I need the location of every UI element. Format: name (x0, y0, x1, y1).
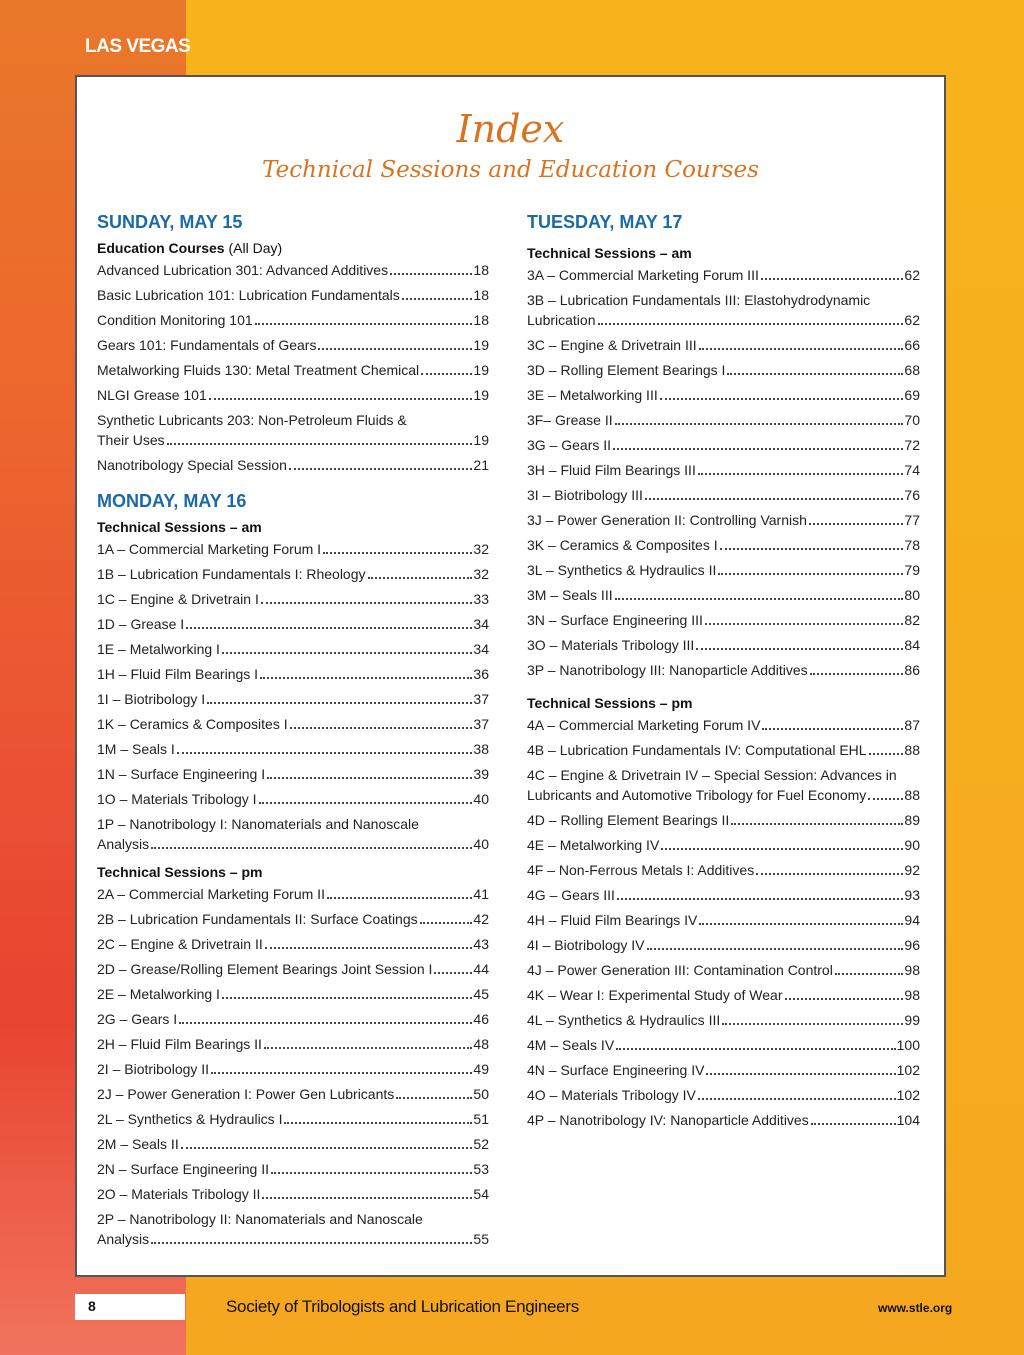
entry-page: 89 (904, 812, 920, 828)
entry-title: 4I – Biotribology IV (527, 937, 645, 953)
entry-page: 102 (896, 1062, 920, 1078)
dot-leader (698, 473, 904, 475)
entry-title: 3K – Ceramics & Composites I (527, 537, 718, 553)
index-entry (527, 560, 920, 580)
index-entry (527, 485, 920, 505)
entry-page: 77 (904, 512, 920, 528)
index-entry (527, 290, 920, 330)
index-entry (527, 585, 920, 605)
entry-title: Condition Monitoring 101 (97, 312, 253, 328)
dot-leader (699, 348, 904, 350)
entry-title: 1A – Commercial Marketing Forum I (97, 541, 322, 557)
entry-title: 1H – Fluid Film Bearings I (97, 666, 259, 682)
index-entry (527, 265, 920, 285)
entry-title: 4H – Fluid Film Bearings IV (527, 912, 698, 928)
entry-title-line1: 2P – Nanotribology II: Nanomaterials and Nanoscale (97, 1211, 423, 1227)
entry-page: 34 (473, 616, 489, 632)
index-entry (97, 360, 489, 380)
section-education-courses (97, 240, 489, 256)
dot-leader (868, 798, 903, 800)
entry-title: 1I – Biotribology I (97, 691, 206, 707)
index-entry (527, 935, 920, 955)
entry-title: 2C – Engine & Drivetrain II (97, 936, 263, 952)
index-entry (527, 1110, 920, 1130)
entry-page: 92 (904, 862, 920, 878)
entry-title-line2-row (97, 430, 489, 450)
dot-leader (207, 702, 472, 704)
entry-title: 2E – Metalworking I (97, 986, 220, 1002)
entry-page: 93 (904, 887, 920, 903)
index-entry (97, 789, 489, 809)
index-entry (97, 714, 489, 734)
entry-page: 37 (473, 716, 489, 732)
dot-leader (699, 923, 903, 925)
entry-title-line2: Analysis (97, 836, 150, 852)
entry-title-line1: 4C – Engine & Drivetrain IV – Special Session: Advances in (527, 767, 897, 783)
index-entry (97, 410, 489, 450)
entry-title: 2J – Power Generation I: Power Gen Lubricants (97, 1086, 395, 1102)
entry-page: 34 (473, 641, 489, 657)
dot-leader (660, 398, 904, 400)
entry-page: 21 (473, 457, 489, 473)
entry-title: NLGI Grease 101 (97, 387, 207, 403)
entry-page: 18 (473, 262, 489, 278)
dot-leader (186, 627, 472, 629)
entry-title: 2I – Biotribology II (97, 1061, 210, 1077)
tuesday-pm-list (527, 715, 920, 1130)
entry-page: 18 (473, 312, 489, 328)
entry-page: 43 (473, 936, 489, 952)
entry-page: 51 (473, 1111, 489, 1127)
right-column (527, 207, 920, 1135)
footer-url: www.stle.org (878, 1301, 953, 1315)
index-entry (97, 814, 489, 854)
dot-leader (167, 443, 473, 445)
index-entry (97, 385, 489, 405)
tuesday-am-list (527, 265, 920, 680)
entry-page: 88 (904, 742, 920, 758)
dot-leader (420, 922, 473, 924)
dot-leader (151, 847, 472, 849)
index-entry (97, 884, 489, 904)
footer-organization: Society of Tribologists and Lubrication Engineers (226, 1297, 579, 1316)
entry-title: 3M – Seals III (527, 587, 613, 603)
index-entry (97, 539, 489, 559)
index-panel (75, 75, 946, 1277)
index-entry (527, 535, 920, 555)
entry-title: 1O – Materials Tribology I (97, 791, 257, 807)
monday-pm-list (97, 884, 489, 1249)
entry-page: 87 (904, 717, 920, 733)
dot-leader (151, 1242, 472, 1244)
dot-leader (810, 673, 904, 675)
entry-page: 32 (473, 566, 489, 582)
dot-leader (262, 1197, 472, 1199)
index-entry (97, 1009, 489, 1029)
index-entry (97, 260, 489, 280)
entry-page: 82 (904, 612, 920, 628)
entry-title: 3L – Synthetics & Hydraulics II (527, 562, 717, 578)
entry-title: 4P – Nanotribology IV: Nanoparticle Additives (527, 1112, 809, 1128)
dot-leader (613, 448, 903, 450)
index-entry (97, 664, 489, 684)
dot-leader (327, 897, 472, 899)
dot-leader (598, 323, 904, 325)
entry-page: 40 (473, 791, 489, 807)
dot-leader (255, 323, 473, 325)
dot-leader (617, 898, 903, 900)
entry-page: 19 (473, 362, 489, 378)
entry-title: Gears 101: Fundamentals of Gears (97, 337, 317, 353)
index-entry (527, 910, 920, 930)
entry-title: 2B – Lubrication Fundamentals II: Surface Coatings (97, 911, 418, 927)
entry-title: 3A – Commercial Marketing Forum III (527, 267, 759, 283)
dot-leader (615, 598, 904, 600)
index-entry (527, 1035, 920, 1055)
dot-leader (259, 802, 473, 804)
index-entry (97, 639, 489, 659)
dot-leader (835, 973, 904, 975)
index-entry (97, 455, 489, 475)
index-entry (527, 960, 920, 980)
sunday-list (97, 260, 489, 475)
dot-leader (811, 1123, 896, 1125)
entry-title: 4E – Metalworking IV (527, 837, 660, 853)
index-entry (527, 510, 920, 530)
entry-title: 4J – Power Generation III: Contamination Control (527, 962, 833, 978)
entry-page: 50 (473, 1086, 489, 1102)
entry-page: 78 (904, 537, 920, 553)
entry-page: 42 (473, 911, 489, 927)
dot-leader (290, 727, 473, 729)
dot-leader (264, 1047, 472, 1049)
dot-leader (762, 728, 903, 730)
entry-page: 52 (473, 1136, 489, 1152)
entry-page: 99 (904, 1012, 920, 1028)
dot-leader (181, 1147, 473, 1149)
index-entry (97, 589, 489, 609)
page-title: Index (456, 107, 565, 151)
index-entry (97, 1059, 489, 1079)
dot-leader (647, 948, 904, 950)
index-entry (527, 635, 920, 655)
dot-leader (785, 998, 904, 1000)
entry-title: 4N – Surface Engineering IV (527, 1062, 705, 1078)
dot-leader (179, 1022, 472, 1024)
entry-title: 4G – Gears III (527, 887, 615, 903)
entry-title-line2-row (97, 1229, 489, 1249)
entry-title: 3H – Fluid Film Bearings III (527, 462, 696, 478)
city-label: LAS VEGAS (85, 36, 191, 57)
entry-title-line2-row (97, 834, 489, 854)
index-entry (527, 715, 920, 735)
entry-title-line2: Lubricants and Automotive Tribology for Fuel Economy (527, 787, 867, 803)
section-note: (All Day) (228, 240, 283, 256)
dot-leader (645, 498, 903, 500)
dot-leader (434, 972, 472, 974)
section-tuesday-am: Technical Sessions – am (527, 245, 692, 261)
entry-page: 54 (473, 1186, 489, 1202)
dot-leader (390, 273, 472, 275)
index-entry (527, 1060, 920, 1080)
dot-leader (696, 648, 903, 650)
section-tuesday-pm: Technical Sessions – pm (527, 695, 693, 711)
entry-title-line2-row (527, 785, 920, 805)
entry-title: 1E – Metalworking I (97, 641, 220, 657)
entry-title: 4F – Non-Ferrous Metals I: Additives (527, 862, 755, 878)
entry-title-line2-row (527, 310, 920, 330)
entry-page: 48 (473, 1036, 489, 1052)
dot-leader (211, 1072, 472, 1074)
entry-page: 88 (904, 787, 920, 803)
dot-leader (756, 873, 903, 875)
entry-page: 36 (473, 666, 489, 682)
entry-page: 18 (473, 287, 489, 303)
dot-leader (318, 348, 472, 350)
index-entry (97, 689, 489, 709)
index-entry (527, 360, 920, 380)
entry-title: 4B – Lubrication Fundamentals IV: Computational EHL (527, 742, 867, 758)
entry-page: 38 (473, 741, 489, 757)
index-entry (527, 810, 920, 830)
entry-page: 39 (473, 766, 489, 782)
entry-title: Basic Lubrication 101: Lubrication Fundamentals (97, 287, 400, 303)
entry-title: 2G – Gears I (97, 1011, 178, 1027)
entry-title-line1: 1P – Nanotribology I: Nanomaterials and Nanoscale (97, 816, 419, 832)
entry-title-line2: Lubrication (527, 312, 596, 328)
entry-title: 3G – Gears II (527, 437, 612, 453)
entry-page: 53 (473, 1161, 489, 1177)
index-entry (527, 860, 920, 880)
entry-title-line1: 3B – Lubrication Fundamentals III: Elastohydrodynamic (527, 292, 871, 308)
entry-page: 90 (904, 837, 920, 853)
entry-page: 19 (473, 432, 489, 448)
entry-page: 66 (904, 337, 920, 353)
day-heading-sunday: SUNDAY, MAY 15 (97, 212, 243, 232)
index-entry (527, 460, 920, 480)
index-entry (527, 985, 920, 1005)
entry-title: 3J – Power Generation II: Controlling Varnish (527, 512, 807, 528)
entry-page: 72 (904, 437, 920, 453)
index-entry (97, 310, 489, 330)
section-monday-am: Technical Sessions – am (97, 519, 262, 535)
entry-title: 3P – Nanotribology III: Nanoparticle Additives (527, 662, 808, 678)
index-entry (97, 1109, 489, 1129)
page-subtitle: Technical Sessions and Education Courses (262, 157, 759, 183)
entry-page: 70 (904, 412, 920, 428)
entry-page: 104 (896, 1112, 920, 1128)
section-label: Education Courses (97, 240, 225, 256)
entry-page: 74 (904, 462, 920, 478)
dot-leader (284, 1122, 472, 1124)
entry-title-line2: Their Uses (97, 432, 165, 448)
entry-title: 1K – Ceramics & Composites I (97, 716, 288, 732)
entry-title: Metalworking Fluids 130: Metal Treatment Chemical (97, 362, 420, 378)
dot-leader (267, 777, 472, 779)
index-entry (527, 1085, 920, 1105)
dot-leader (265, 947, 473, 949)
dot-leader (616, 1048, 895, 1050)
entry-title: 1B – Lubrication Fundamentals I: Rheology (97, 566, 366, 582)
entry-title: 3F– Grease II (527, 412, 613, 428)
dot-leader (368, 577, 473, 579)
entry-page: 100 (896, 1037, 920, 1053)
dot-leader (718, 573, 903, 575)
dot-leader (615, 423, 904, 425)
index-entry (97, 1034, 489, 1054)
dot-leader (720, 548, 904, 550)
entry-title: 2O – Materials Tribology II (97, 1186, 261, 1202)
entry-title: 2L – Synthetics & Hydraulics I (97, 1111, 283, 1127)
dot-leader (698, 1098, 896, 1100)
dot-leader (271, 1172, 472, 1174)
dot-leader (177, 752, 473, 754)
section-monday-pm: Technical Sessions – pm (97, 864, 263, 880)
left-column (97, 207, 489, 1254)
dot-leader (261, 602, 473, 604)
entry-title: 1M – Seals I (97, 741, 175, 757)
index-entry (527, 740, 920, 760)
index-entry (527, 765, 920, 805)
entry-page: 46 (473, 1011, 489, 1027)
entry-page: 98 (904, 962, 920, 978)
entry-page: 49 (473, 1061, 489, 1077)
entry-page: 37 (473, 691, 489, 707)
entry-title: 4A – Commercial Marketing Forum IV (527, 717, 761, 733)
entry-page: 79 (904, 562, 920, 578)
dot-leader (731, 823, 903, 825)
dot-leader (289, 468, 473, 470)
entry-page: 86 (904, 662, 920, 678)
index-entry (527, 385, 920, 405)
index-entry (97, 285, 489, 305)
entry-page: 32 (473, 541, 489, 557)
entry-page: 44 (473, 961, 489, 977)
index-entry (97, 1209, 489, 1249)
dot-leader (727, 373, 903, 375)
entry-page: 102 (896, 1087, 920, 1103)
entry-page: 96 (904, 937, 920, 953)
index-entry (97, 1084, 489, 1104)
entry-page: 19 (473, 387, 489, 403)
entry-title: Advanced Lubrication 301: Advanced Additives (97, 262, 389, 278)
dot-leader (402, 298, 473, 300)
entry-title: 3N – Surface Engineering III (527, 612, 703, 628)
day-heading-tuesday: TUESDAY, MAY 17 (527, 212, 683, 232)
entry-page: 45 (473, 986, 489, 1002)
index-entry (527, 435, 920, 455)
dot-leader (869, 753, 904, 755)
index-entry (527, 835, 920, 855)
index-entry (527, 410, 920, 430)
entry-title: 4M – Seals IV (527, 1037, 615, 1053)
entry-title: 1C – Engine & Drivetrain I (97, 591, 259, 607)
dot-leader (761, 278, 904, 280)
entry-title: 3I – Biotribology III (527, 487, 643, 503)
entry-page: 98 (904, 987, 920, 1003)
entry-title: 1D – Grease I (97, 616, 185, 632)
entry-title: 2N – Surface Engineering II (97, 1161, 269, 1177)
monday-am-list (97, 539, 489, 854)
entry-page: 80 (904, 587, 920, 603)
index-entry (527, 1010, 920, 1030)
index-entry (97, 959, 489, 979)
page-number: 8 (88, 1298, 96, 1314)
entry-title: 3E – Metalworking III (527, 387, 658, 403)
index-entry (97, 739, 489, 759)
index-entry (97, 564, 489, 584)
entry-title: 4O – Materials Tribology IV (527, 1087, 696, 1103)
entry-page: 68 (904, 362, 920, 378)
index-entry (97, 614, 489, 634)
entry-title: 4L – Synthetics & Hydraulics III (527, 1012, 721, 1028)
entry-page: 40 (473, 836, 489, 852)
entry-page: 19 (473, 337, 489, 353)
index-entry (97, 984, 489, 1004)
entry-title: 2M – Seals II (97, 1136, 179, 1152)
index-entry (97, 934, 489, 954)
entry-title: 2D – Grease/Rolling Element Bearings Joint Session I (97, 961, 433, 977)
dot-leader (722, 1023, 903, 1025)
entry-page: 33 (473, 591, 489, 607)
entry-title-line2: Analysis (97, 1231, 150, 1247)
dot-leader (706, 1073, 895, 1075)
index-entry (527, 610, 920, 630)
entry-title: 2A – Commercial Marketing Forum II (97, 886, 325, 902)
entry-page: 55 (473, 1231, 489, 1247)
entry-page: 84 (904, 637, 920, 653)
dot-leader (705, 623, 904, 625)
dot-leader (396, 1097, 472, 1099)
entry-title: 1N – Surface Engineering I (97, 766, 266, 782)
entry-title: 3O – Materials Tribology III (527, 637, 695, 653)
dot-leader (222, 652, 472, 654)
dot-leader (260, 677, 472, 679)
dot-leader (421, 373, 472, 375)
entry-page: 62 (904, 312, 920, 328)
day-heading-monday: MONDAY, MAY 16 (97, 491, 247, 511)
index-entry (97, 909, 489, 929)
entry-title: 4K – Wear I: Experimental Study of Wear (527, 987, 783, 1003)
index-entry (97, 1134, 489, 1154)
dot-leader (323, 552, 472, 554)
entry-title: 3C – Engine & Drivetrain III (527, 337, 697, 353)
entry-title: Nanotribology Special Session (97, 457, 287, 473)
entry-title-line1: Synthetic Lubricants 203: Non-Petroleum Fluids & (97, 412, 407, 428)
index-entry (527, 335, 920, 355)
dot-leader (209, 398, 473, 400)
entry-page: 69 (904, 387, 920, 403)
dot-leader (661, 848, 903, 850)
entry-title: 3D – Rolling Element Bearings I (527, 362, 726, 378)
entry-page: 94 (904, 912, 920, 928)
entry-page: 76 (904, 487, 920, 503)
dot-leader (809, 523, 904, 525)
index-entry (97, 1159, 489, 1179)
entry-title: 2H – Fluid Film Bearings II (97, 1036, 262, 1052)
entry-title: 4D – Rolling Element Bearings II (527, 812, 730, 828)
entry-page: 41 (473, 886, 489, 902)
entry-page: 62 (904, 267, 920, 283)
index-entry (97, 1184, 489, 1204)
index-entry (97, 764, 489, 784)
index-entry (97, 335, 489, 355)
index-entry (527, 660, 920, 680)
dot-leader (222, 997, 472, 999)
index-entry (527, 885, 920, 905)
